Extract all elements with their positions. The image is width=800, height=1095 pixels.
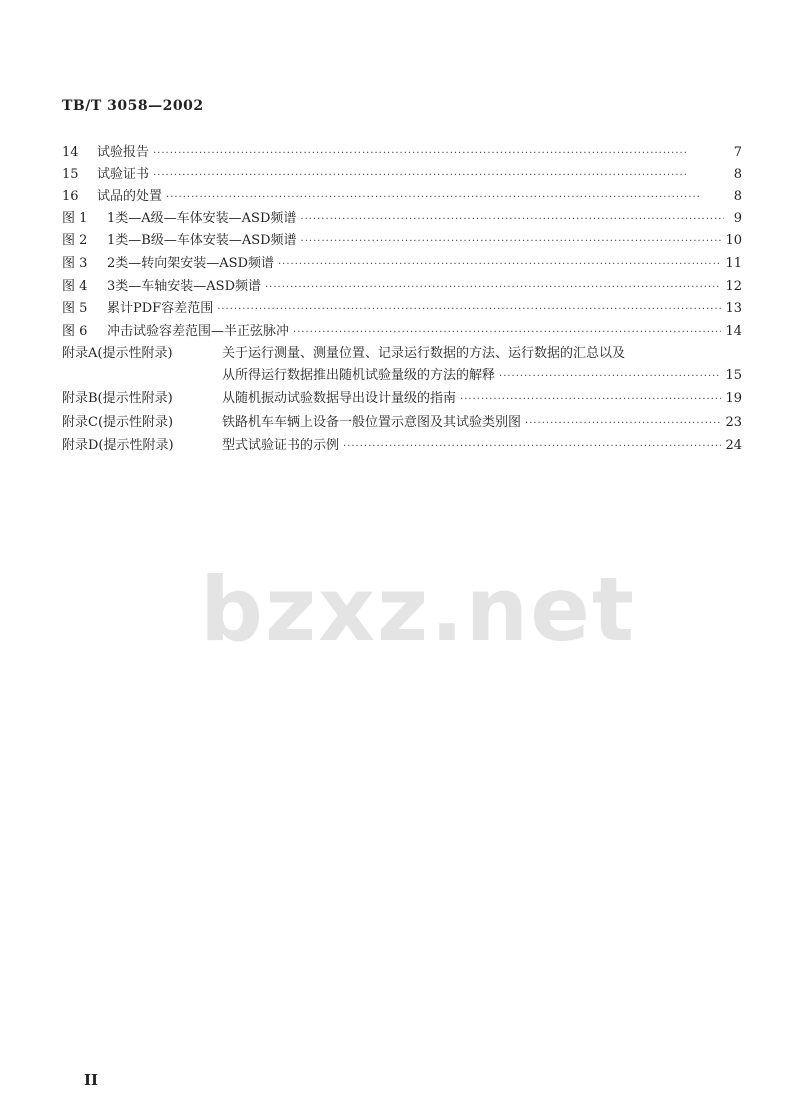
toc-entry[interactable] [62,436,742,456]
toc-title: 冲击试验容差范围—半正弦脉冲 [107,324,290,339]
toc-title: 1类—B级—车体安装—ASD频谱 [107,233,297,248]
toc-label: 附录D(提示性附录) [62,438,174,453]
toc-title: 关于运行测量、测量位置、记录运行数据的方法、运行数据的汇总以及 [222,346,626,361]
leader-dots [153,166,724,186]
toc-page: 10 [725,233,742,248]
toc-title: 铁路机车车辆上设备一般位置示意图及其试验类别图 [222,415,522,430]
toc-label: 附录B(提示性附录) [62,391,173,406]
leader-dots [499,367,721,387]
toc-page: 23 [725,415,742,430]
leader-dots [217,300,721,320]
toc-label: 15 [62,167,79,182]
toc-entry[interactable] [62,299,742,319]
leader-dots [265,278,721,298]
toc-entry-continued[interactable] [222,366,742,386]
toc-title: 试验报告 [97,145,150,160]
toc-page: 7 [733,145,742,160]
leader-dots [460,390,721,410]
toc-entry[interactable] [62,209,742,229]
toc-title: 型式试验证书的示例 [222,438,340,453]
toc-title-continued: 从所得运行数据推出随机试验量级的方法的解释 [222,368,496,383]
toc-entry[interactable] [62,143,742,163]
leader-dots [343,437,721,457]
toc-label: 图 3 [62,256,88,271]
toc-title: 从随机振动试验数据导出设计量级的指南 [222,391,457,406]
toc-label: 图 2 [62,233,88,248]
toc-title: 2类—转向架安装—ASD频谱 [107,256,274,271]
toc-label: 附录C(提示性附录) [62,415,174,430]
leader-dots [301,232,722,252]
toc-title: 3类—车轴安装—ASD频谱 [107,279,261,294]
page-number: II [84,1071,99,1089]
toc-entry[interactable] [62,277,742,297]
toc-page: 14 [725,324,742,339]
leader-dots [153,144,724,164]
toc-entry[interactable] [62,413,742,433]
toc-entry[interactable] [62,389,742,409]
toc-label: 14 [62,145,79,160]
toc-entry[interactable] [62,231,742,251]
toc-page: 15 [725,368,742,383]
leader-dots [166,188,724,208]
toc-entry[interactable] [62,254,742,274]
toc-entry[interactable] [62,322,742,342]
toc-page: 13 [725,301,742,316]
toc-label: 图 6 [62,324,88,339]
toc-entry[interactable] [62,187,742,207]
toc-page: 9 [733,211,742,226]
toc-page: 24 [725,438,742,453]
toc-page: 19 [725,391,742,406]
toc-label: 图 5 [62,301,88,316]
toc-page: 8 [733,167,742,182]
toc-entry[interactable] [62,344,742,364]
toc-title: 1类—A级—车体安装—ASD频谱 [107,211,297,226]
toc-label: 附录A(提示性附录) [62,346,173,361]
toc-entry[interactable] [62,165,742,185]
toc-page: 11 [725,256,742,271]
toc-title: 累计PDF容差范围 [107,301,214,316]
leader-dots [525,414,721,434]
standard-header: TB/T 3058—2002 [62,98,204,114]
leader-dots [300,210,724,230]
toc-title: 试品的处置 [97,189,163,204]
toc-label: 16 [62,189,79,204]
leader-dots [293,323,721,343]
toc-label: 图 1 [62,211,88,226]
watermark: bzxz.net [200,558,637,661]
toc-title: 试验证书 [97,167,150,182]
toc-page: 12 [725,279,742,294]
toc-page: 8 [733,189,742,204]
leader-dots [278,255,721,275]
toc-label: 图 4 [62,279,88,294]
